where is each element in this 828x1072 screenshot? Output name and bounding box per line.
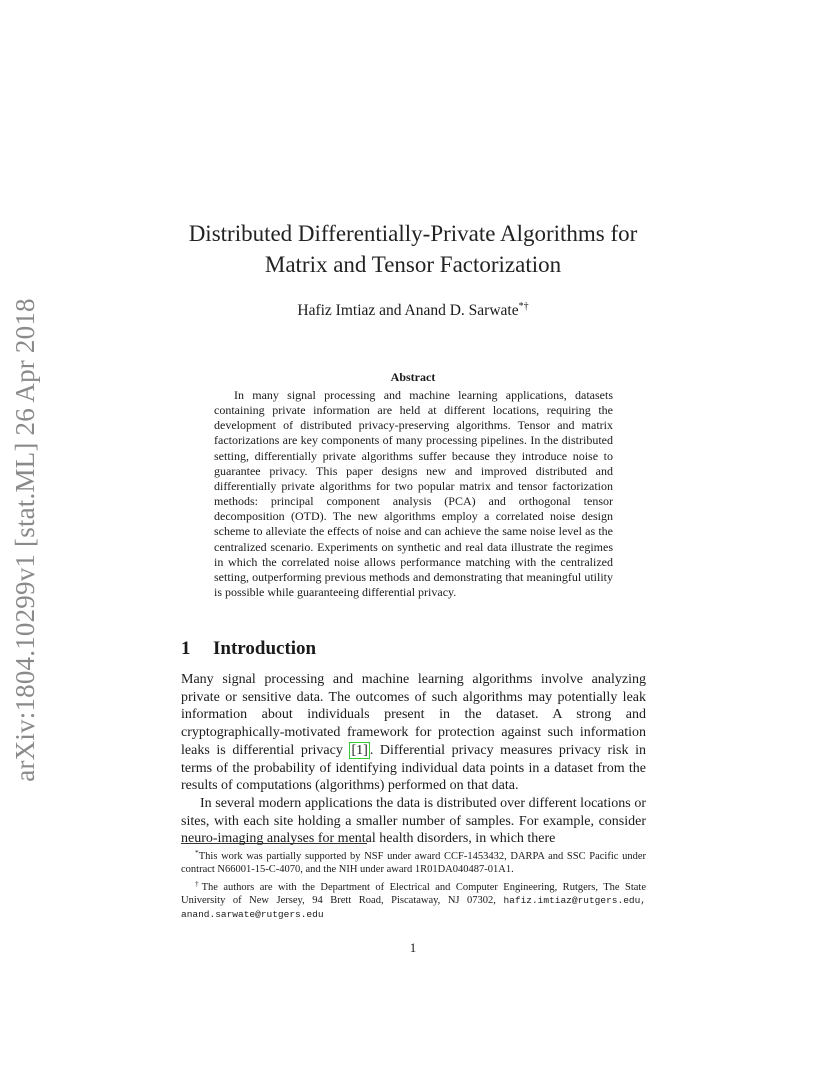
paragraph-2: In several modern applications the data is distributed over different locations or sites, with each site holding a smaller number of samples. For example, consider neuro-imaging analyses for mental health disorders, in which there [181,795,646,847]
author-footnote-mark: *† [518,301,529,312]
author-emails: hafiz.imtiaz@rutgers.edu, anand.sarwate@rutgers.edu [181,895,646,920]
page-number: 1 [409,940,417,955]
abstract-text: In many signal processing and machine learning applications, datasets containing private information are held at different locations, requiring the development of distributed privacy-preserving algorithms. Tensor and matrix factorizations are key components of many processing pipelines. In the distributed setting, differentially private algorithms suffer because they introduce noise to guarantee privacy. This paper designs new and improved distributed and differentially private algorithms for two popular matrix and tensor factorization methods: principal component analysis (PCA) and orthogonal tensor decomposition (OTD). The new algorithms employ a correlated noise design scheme to alleviate the effects of noise and can achieve the same noise level as the centralized scenario. Experiments on synthetic and real data illustrate the regimes in which the correlated noise allows performance matching with the centralized setting, outperforming previous methods and demonstrating that meaningful utility is possible while guaranteeing differential privacy. [214,388,613,600]
title-line-2: Matrix and Tensor Factorization [264,252,562,277]
footnote-2: †The authors are with the Department of Electrical and Computer Engineering, Rutgers, The State University of New Jersey, 94 Brett Road, Piscataway, NJ 07302, hafiz.imtiaz@rutgers.edu, anand.sarwate@rutgers.edu [181,878,647,920]
footnote-divider [181,843,367,844]
author-names: Hafiz Imtiaz and Anand D. Sarwate [297,302,519,319]
footnote-1: *This work was partially supported by NSF under award CCF-1453432, DARPA and SSC Pacific under contract N66001-15-C-4070, and the NIH under award 1R01DA040487-01A1. [181,848,646,876]
arxiv-stamp-text: arXiv:1804.10299v1 [stat.ML] 26 Apr 2018 [10,298,40,782]
paper-title [150,218,676,280]
footnotes [181,846,646,921]
section-title: Introduction [213,638,317,659]
citation-link[interactable]: [1] [351,742,368,758]
paragraph-1: Many signal processing and machine learning algorithms involve analyzing private or sensitive data. The outcomes of such algorithms may potentially leak information about individuals present in the dataset. A strong and cryptographically-motivated framework for protection against such information leaks is differential privacy [1] . Differential privacy measures privacy risk in terms of the probability of identifying individual data points in a dataset from the results of computations (algorithms) performed on that data. [181,672,646,794]
section-heading [181,638,316,660]
authors [150,301,676,320]
body-text [181,671,646,848]
section-number: 1 [181,638,191,659]
abstract-heading: Abstract [390,370,436,384]
title-line-1: Distributed Differentially-Private Algorithms for [188,221,638,246]
